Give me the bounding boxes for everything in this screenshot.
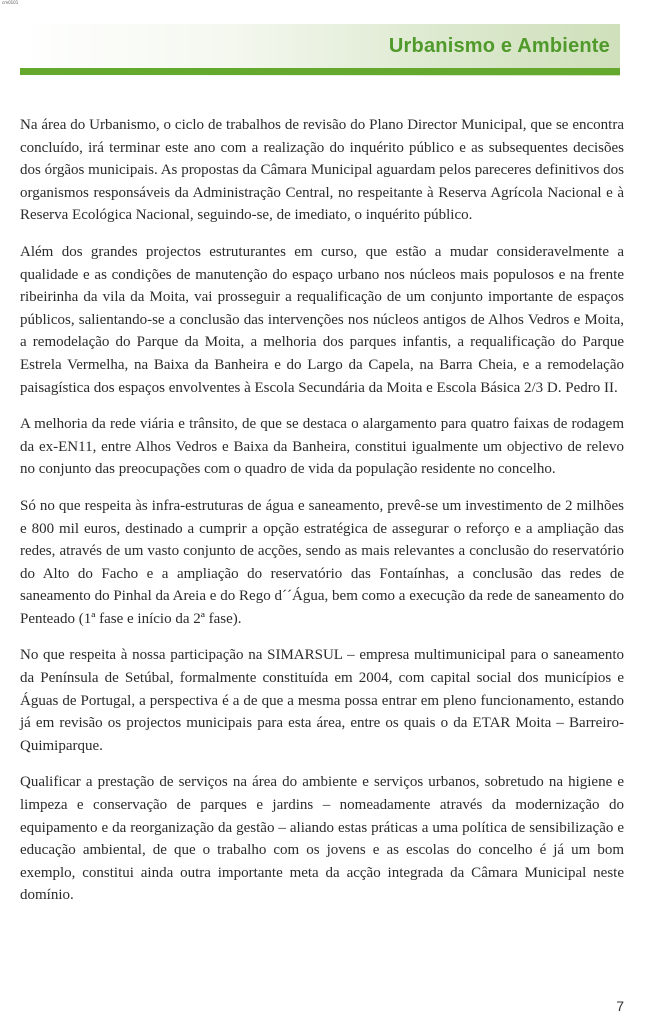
article-body <box>20 114 624 921</box>
paragraph-servicos-urbanos: Qualificar a prestação de serviços na área do ambiente e serviços urbanos, sobretudo na higiene e limpeza e conservação de parques e jardins – nomeadamente através da modernização do equipamento e da reorganização da gestão – aliando estas práticas a uma política de sensibilização e educação ambiental, de que o trabalho com os jovens e as escolas do concelho é já um bom exemplo, constitui ainda outra importante meta da acção integrada da Câmara Municipal neste domínio. <box>20 774 624 904</box>
page-number: 7 <box>616 998 624 1014</box>
scan-corner-mark: cm0101 <box>2 0 19 5</box>
paragraph-urbanismo: Na área do Urbanismo, o ciclo de trabalhos de revisão do Plano Director Municipal, que se encontra concluído, irá terminar este ano com a realização do inquérito público e as subsequentes decisões dos órgãos municipais. As propostas da Câmara Municipal aguardam pelos pareceres definitivos dos organismos responsáveis da Administração Central, no respeitante à Reserva Agrícola Nacional e à Reserva Ecológica Nacional, seguindo-se, de imediato, o inquérito público. <box>20 117 624 224</box>
header-divider <box>20 68 620 75</box>
paragraph-projectos: Além dos grandes projectos estruturantes em curso, que estão a mudar consideravelmente a qualidade e as condições de manutenção do espaço urbano nos núcleos mais populosos e na frente ribeirinha da vila da Moita, vai prosseguir a requalificação de um conjunto importante de espaços públicos, salientando-se a conclusão das intervenções nos núcleos antigos de Alhos Vedros e Moita, a remodelação do Parque da Moita, a melhoria dos parques infantis, a requalificação do Parque Estrela Vermelha, na Baixa da Banheira e do Largo da Capela, na Barra Cheia, e a remodelação paisagística dos espaços envolventes à Escola Secundária da Moita e Escola Básica 2/3 D. Pedro II. <box>20 243 624 396</box>
section-title: Urbanismo e Ambiente <box>388 35 610 57</box>
paragraph-rede-viaria: A melhoria da rede viária e trânsito, de que se destaca o alargamento para quatro faixas de rodagem da ex-EN11, entre Alhos Vedros e Baixa da Banheira, constitui igualmente um objectivo de relevo no conjunto das preocupações com o quadro de vida da população residente no concelho. <box>20 416 624 478</box>
paragraph-simarsul: No que respeita à nossa participação na SIMARSUL – empresa multimunicipal para o saneamento da Península de Setúbal, formalmente constituída em 2004, com capital social dos municípios e Águas de Portugal, a perspectiva é a de que a mesma possa entrar em pleno funcionamento, estando já em revisão os projectos municipais para esta área, entre os quais o da ETAR Moita – Barreiro- Quimiparque. <box>20 647 624 754</box>
paragraph-agua-saneamento: Só no que respeita às infra-estruturas de água e saneamento, prevê-se um investimento de 2 milhões e 800 mil euros, destinado a cumprir a opção estratégica de assegurar o reforço e a ampliação das redes, através de um vasto conjunto de acções, sendo as mais relevantes a conclusão do reservatório do Alto do Facho e a ampliação do reservatório das Fontaínhas, a conclusão das redes de saneamento do Pinhal da Areia e do Rego d´´Água, bem como a execução da rede de saneamento do Penteado (1ª fase e início da 2ª fase). <box>20 497 624 627</box>
